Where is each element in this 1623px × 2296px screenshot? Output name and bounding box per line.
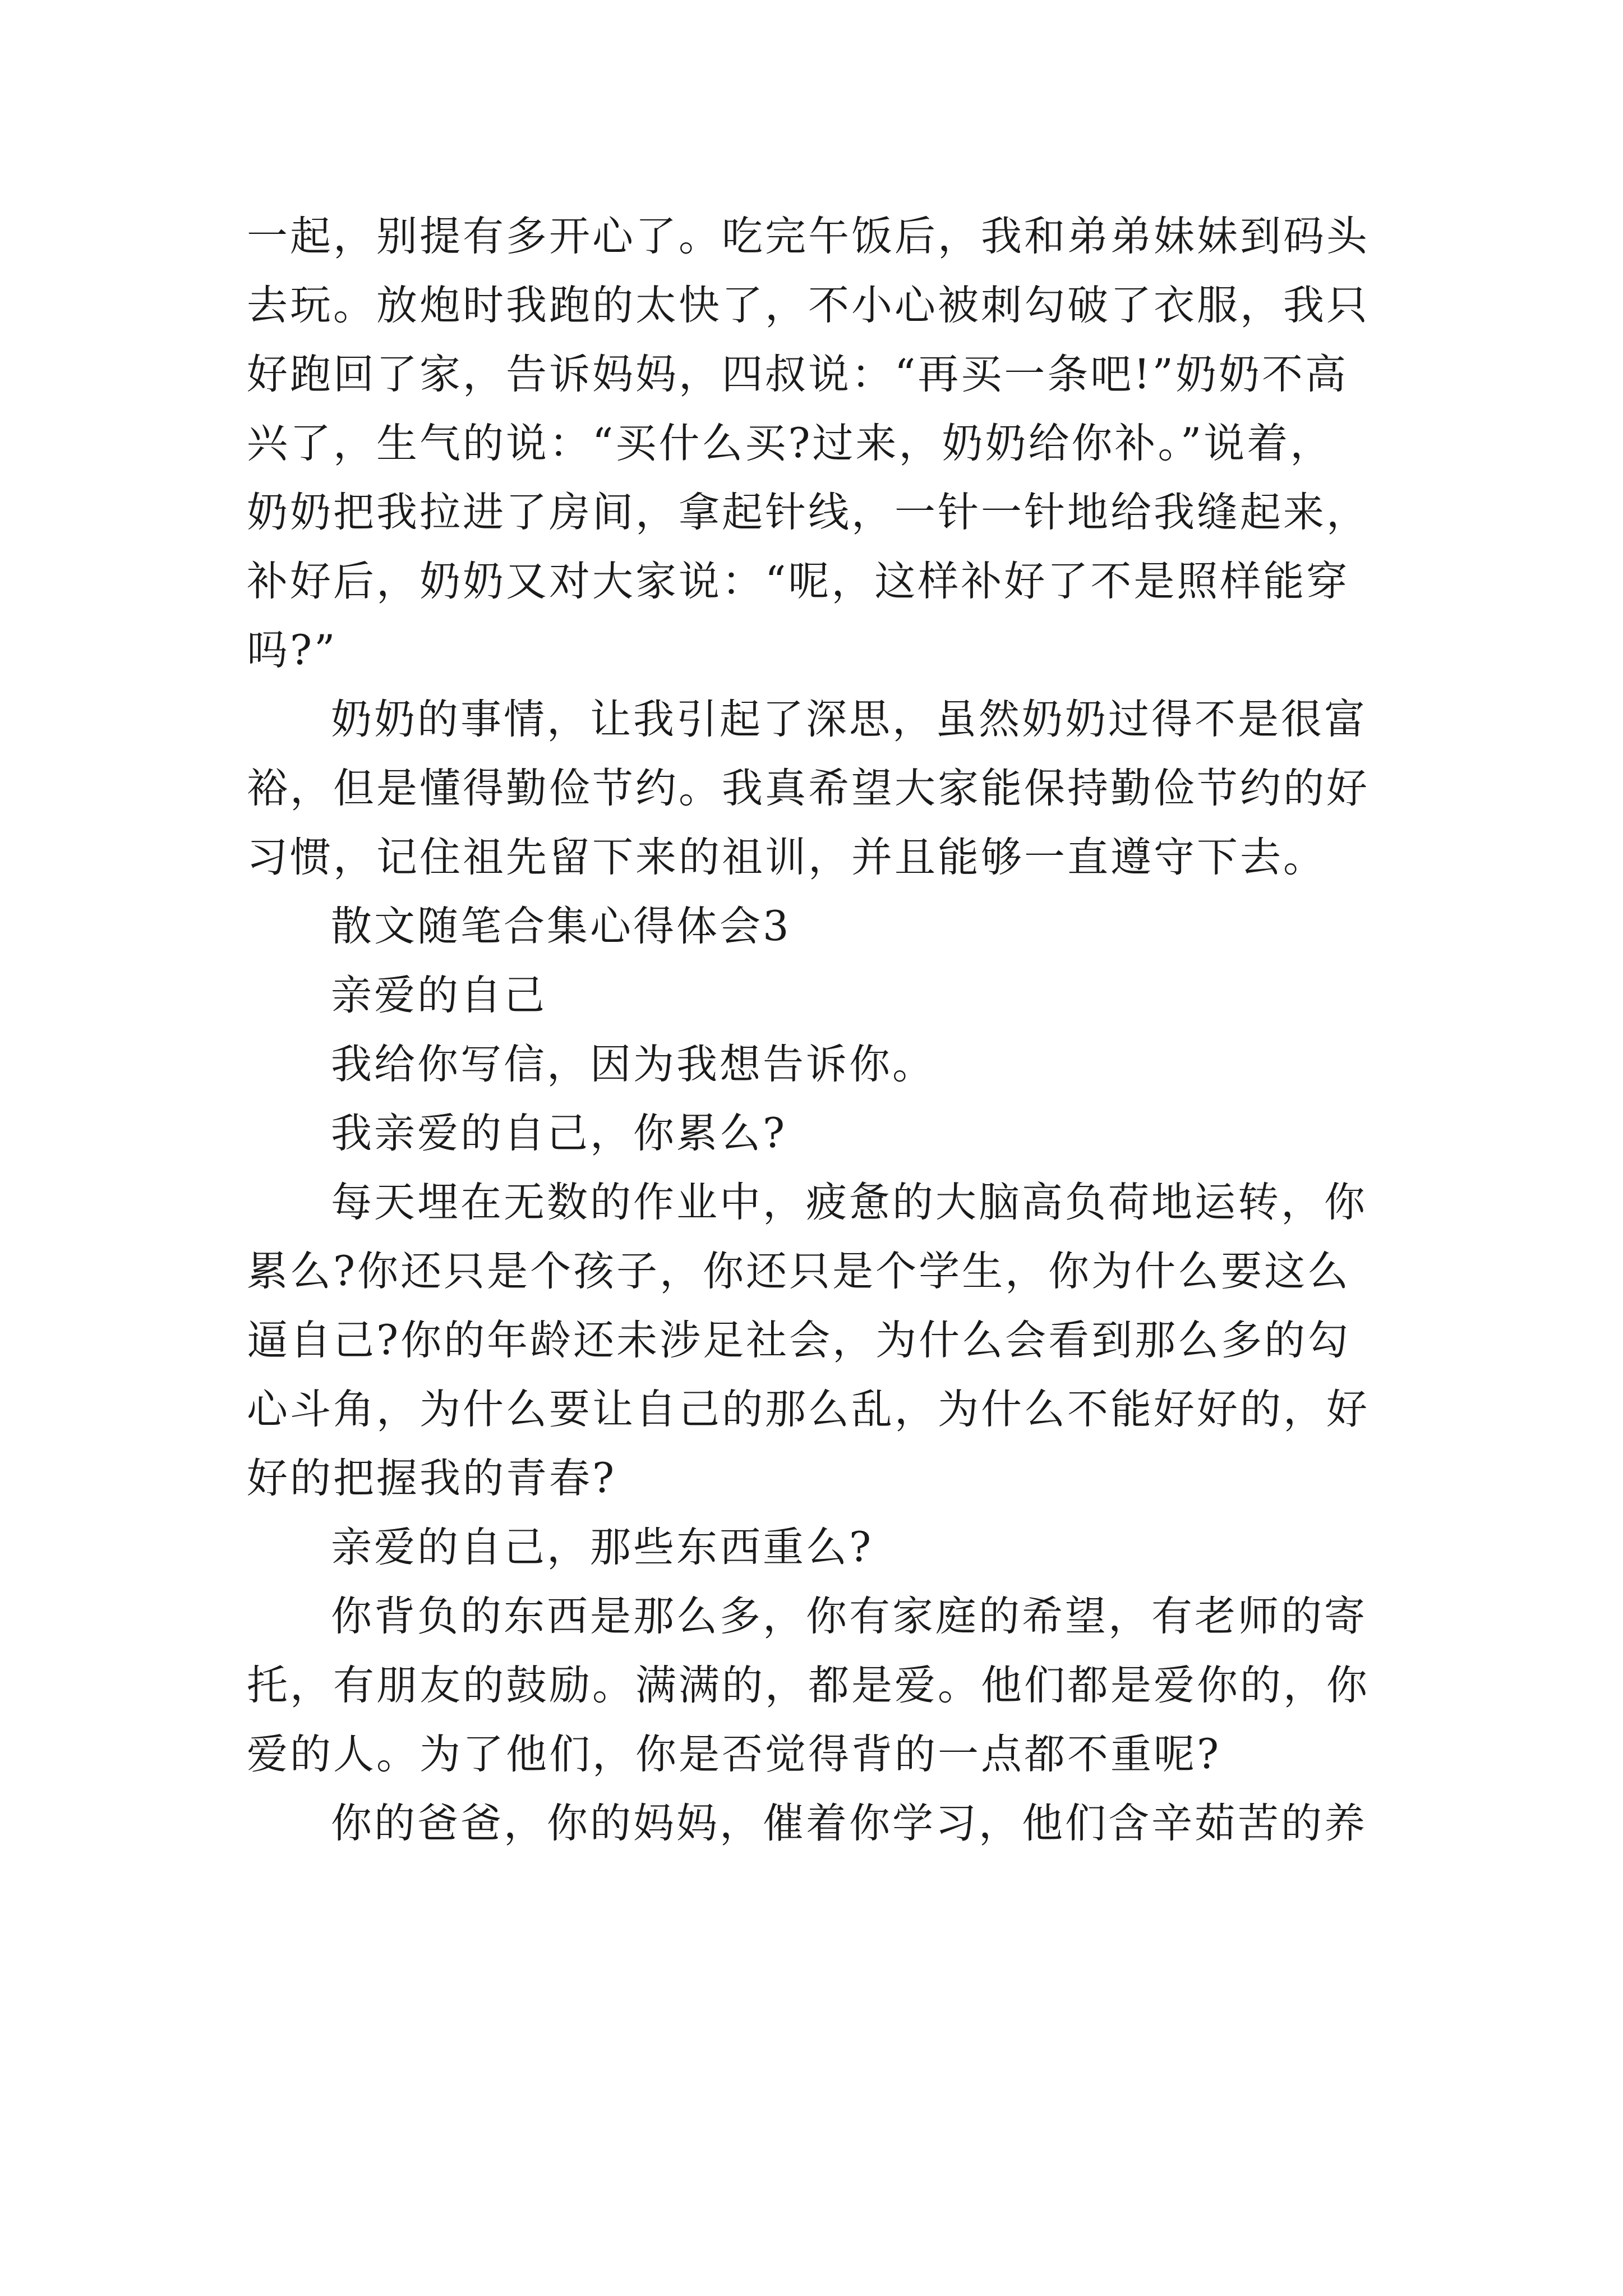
- text-line: 散文随笔合集心得体会3: [331, 903, 791, 950]
- document-body: [247, 202, 1391, 1858]
- text-line: 累么?你还只是个孩子，你还只是个学生，你为什么要这么: [247, 1248, 1351, 1295]
- text-line: 好的把握我的青春?: [247, 1455, 617, 1502]
- text-line: 你的爸爸，你的妈妈，催着你学习，他们含辛茹苦的养: [331, 1800, 1367, 1847]
- text-line: 你背负的东西是那么多，你有家庭的希望，有老师的寄: [331, 1593, 1367, 1640]
- text-line: 兴了，生气的说：“买什么买?过来，奶奶给你补。”说着，: [247, 420, 1334, 467]
- text-line: 吗?”: [247, 627, 338, 674]
- text-line: 我给你写信，因为我想告诉你。: [331, 1041, 935, 1088]
- text-line: 逼自己?你的年龄还未涉足社会，为什么会看到那么多的勾: [247, 1317, 1351, 1364]
- text-line: 亲爱的自己，那些东西重么?: [331, 1524, 874, 1571]
- text-line: 好跑回了家，告诉妈妈，四叔说：“再买一条吧!”奶奶不高: [247, 351, 1348, 398]
- text-line: 亲爱的自己: [331, 972, 547, 1019]
- text-line: 习惯，记住祖先留下来的祖训，并且能够一直遵守下去。: [247, 834, 1326, 881]
- text-line: 奶奶把我拉进了房间，拿起针线，一针一针地给我缝起来，: [247, 489, 1370, 536]
- text-line: 补好后，奶奶又对大家说：“呢，这样补好了不是照样能穿: [247, 558, 1350, 605]
- text-line: 裕，但是懂得勤俭节约。我真希望大家能保持勤俭节约的好: [247, 765, 1370, 812]
- text-line: 托，有朋友的鼓励。满满的，都是爱。他们都是爱你的，你: [247, 1662, 1370, 1709]
- text-line: 爱的人。为了他们，你是否觉得背的一点都不重呢?: [247, 1731, 1221, 1778]
- text-line: 去玩。放炮时我跑的太快了，不小心被刺勾破了衣服，我只: [247, 282, 1370, 329]
- text-line: 一起，别提有多开心了。吃完午饭后，我和弟弟妹妹到码头: [247, 213, 1370, 260]
- text-line: 我亲爱的自己，你累么?: [331, 1110, 787, 1157]
- text-line: 每天埋在无数的作业中，疲惫的大脑高负荷地运转，你: [331, 1179, 1367, 1226]
- text-line: 心斗角，为什么要让自己的那么乱，为什么不能好好的，好: [247, 1386, 1370, 1433]
- text-line: 奶奶的事情，让我引起了深思，虽然奶奶过得不是很富: [331, 696, 1367, 743]
